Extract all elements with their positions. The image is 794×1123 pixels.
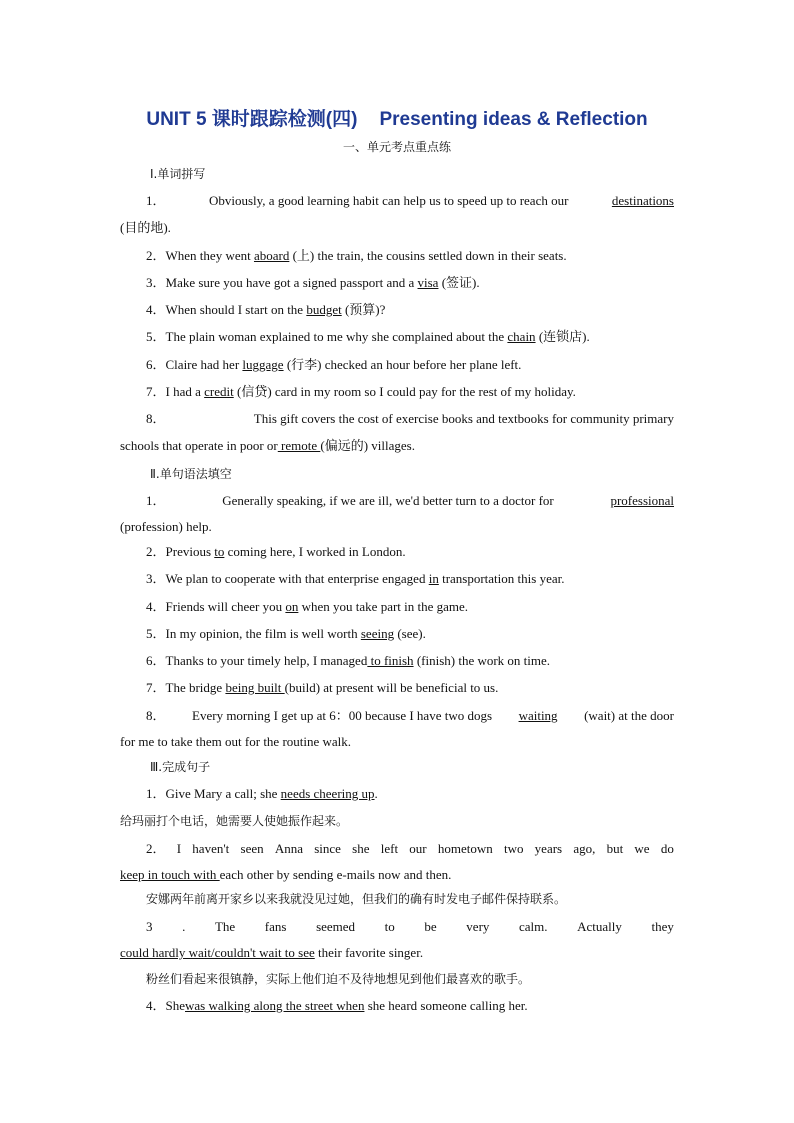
answer: needs cheering up	[280, 786, 375, 801]
answer: to	[214, 544, 225, 559]
answer: on	[285, 599, 299, 614]
list-item: 4．Friends will cheer you on when you take part in the game.	[146, 599, 469, 614]
answer: visa	[417, 275, 439, 290]
list-item-continuation: could hardly wait/couldn't wait to see their favorite singer.	[120, 945, 424, 960]
list-item-continuation: keep in touch with each other by sending e-mails now and then.	[120, 867, 452, 882]
list-item: 2． I haven't seen Anna since she left our hometown two years ago, but we do	[146, 841, 674, 856]
translation: 给玛丽打个电话，她需要人使她振作起来。	[120, 814, 349, 828]
list-item: 8． Every morning I get up at 6：00 because I have two dogs waiting (wait) at the door	[146, 708, 674, 723]
list-item: 2．Previous to coming here, I worked in London.	[146, 544, 406, 559]
answer: budget	[306, 302, 342, 317]
list-item: 8． This gift covers the cost of exercise books and textbooks for community primary	[146, 411, 674, 426]
answer: keep in touch with	[120, 867, 220, 882]
answer: chain	[507, 329, 536, 344]
answer: seeing	[360, 626, 395, 641]
section-header: Ⅲ.完成句子	[150, 760, 211, 774]
list-item-continuation: (profession) help.	[120, 519, 212, 534]
list-item: 7．The bridge being built (build) at present will be beneficial to us.	[146, 680, 499, 695]
answer: waiting	[518, 708, 558, 723]
answer: remote	[277, 438, 321, 453]
page-title: UNIT 5 课时跟踪检测(四) Presenting ideas & Reflection	[146, 109, 648, 130]
list-item: 3 . The fans seemed to be very calm. Actually they	[146, 919, 674, 934]
list-item-continuation: schools that operate in poor or remote (偏远的) villages.	[120, 438, 415, 453]
answer: could hardly wait/couldn't wait to see	[120, 945, 315, 960]
section-header: Ⅱ.单句语法填空	[150, 467, 232, 481]
section-header: Ⅰ.单词拼写	[150, 167, 206, 181]
answer: to finish	[367, 653, 414, 668]
list-item: 6．Claire had her luggage (行李) checked an hour before her plane left.	[146, 357, 522, 372]
answer: was walking along the street when	[185, 998, 365, 1013]
list-item-continuation: for me to take them out for the routine walk.	[120, 734, 352, 749]
list-item: 5．The plain woman explained to me why she complained about the chain (连锁店).	[146, 329, 590, 344]
list-item: 1． Generally speaking, if we are ill, we'd better turn to a doctor for professional	[146, 493, 674, 508]
list-item: 4．Shewas walking along the street when she heard someone calling her.	[146, 998, 528, 1013]
answer: aboard	[253, 248, 290, 263]
list-item: 6．Thanks to your timely help, I managed to finish (finish) the work on time.	[146, 653, 551, 668]
answer: being built	[225, 680, 285, 695]
translation: 安娜两年前离开家乡以来我就没见过她，但我们的确有时发电子邮件保持联系。	[146, 892, 567, 906]
list-item-continuation: (目的地).	[120, 220, 171, 235]
list-item: 2．When they went aboard (上) the train, the cousins settled down in their seats.	[146, 248, 567, 263]
answer: professional	[610, 493, 674, 508]
answer: luggage	[242, 357, 284, 372]
section-subtitle: 一、单元考点重点练	[342, 140, 451, 154]
answer: in	[428, 571, 439, 586]
answer: destinations	[611, 193, 674, 208]
list-item: 3．Make sure you have got a signed passport and a visa (签证).	[146, 275, 480, 290]
translation: 粉丝们看起来很镇静，实际上他们迫不及待地想见到他们最喜欢的歌手。	[146, 972, 531, 986]
answer: credit	[204, 384, 234, 399]
list-item: 1．Give Mary a call; she needs cheering up.	[146, 786, 378, 801]
list-item: 3．We plan to cooperate with that enterprise engaged in transportation this year.	[146, 571, 565, 586]
list-item: 7．I had a credit (信贷) card in my room so I could pay for the rest of my holiday.	[146, 384, 576, 399]
list-item: 5．In my opinion, the film is well worth seeing (see).	[146, 626, 426, 641]
list-item: 4．When should I start on the budget (预算)?	[146, 302, 386, 317]
list-item: 1． Obviously, a good learning habit can help us to speed up to reach our destinations	[146, 193, 674, 208]
